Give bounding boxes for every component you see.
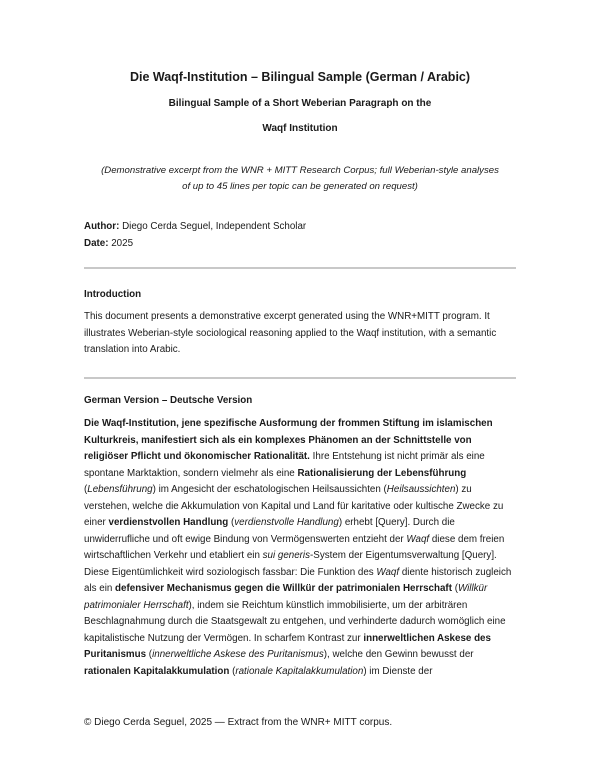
- text-run: (: [146, 649, 153, 660]
- text-run: diese dem freien wirtschaftlichen Verkehr und etabliert ein: [84, 533, 505, 561]
- author-label: Author:: [84, 221, 120, 232]
- text-bold: Rationalisierung der Lebensführung: [297, 467, 467, 479]
- text-run: ) erhebt [Query]. Durch die unwiderrufliche und oft ewige Bindung von Vermögenswerten entzieht der: [84, 517, 455, 545]
- text-italic: Willkür patrimonialer Herrschaft: [84, 583, 488, 611]
- copyright-footer: © Diego Cerda Seguel, 2025 — Extract from the WNR+ MITT corpus.: [84, 717, 393, 728]
- text-italic: Waqf: [406, 533, 430, 545]
- document-subtitle-line2: Waqf Institution: [262, 123, 338, 134]
- text-run: ), indem sie Reichtum künstlich immobilisierte, um der arbiträren Beschlagnahmung durch die Staatsgewalt zu entgehen, und verhinderte dadurch womöglich eine kapitalistische Nutzung der Vermögen. In scharfem Kontrast zur: [84, 599, 506, 644]
- text-run: (: [229, 665, 236, 677]
- text-run: Ihre Entstehung ist nicht primär als eine spontane Marktaktion, sondern vielmehr als eine: [84, 451, 485, 479]
- text-run: ) im Dienste der: [363, 665, 433, 677]
- date-label: Date:: [84, 238, 109, 249]
- german-paragraph: [84, 416, 514, 722]
- author-value: Diego Cerda Seguel, Independent Scholar: [119, 221, 307, 232]
- text-italic: Lebensführung: [87, 484, 153, 495]
- text-italic: innerweltliche Askese des Puritanismus: [152, 649, 324, 660]
- document-subtitle-line1: Bilingual Sample of a Short Weberian Paragraph on the: [168, 98, 432, 109]
- german-version-heading: German Version – Deutsche Version: [84, 395, 253, 406]
- divider: [84, 267, 516, 269]
- text-run: (: [228, 517, 235, 528]
- text-bold: Die Waqf-Institution, jene spezifische Ausformung der frommen Stiftung im islamischen Kulturkreis, manifestiert sich als ein komplexes Phänomen an der Schnittstelle von religiöser Pflicht und ökonomischer Rationalität.: [84, 418, 493, 462]
- date-line: [84, 238, 133, 249]
- text-bold: defensiver Mechanismus gegen die Willkür der patrimonialen Herrschaft: [115, 583, 452, 594]
- text-italic: rationale Kapitalakkumulation: [235, 665, 364, 677]
- text-italic: Heilsaussichten: [386, 484, 456, 495]
- text-italic: Waqf: [376, 566, 400, 578]
- date-value: 2025: [108, 238, 134, 249]
- text-run: -System der Eigentumsverwaltung [Query]. Diese Eigentümlichkeit wird soziologisch fassbar: Die Funktion des: [84, 550, 497, 578]
- text-run: ), welche den Gewinn bewusst der: [323, 649, 474, 660]
- text-italic: verdienstvolle Handlung: [234, 517, 339, 528]
- text-italic: sui generis: [262, 550, 311, 561]
- text-run: diente historisch zugleich als ein: [84, 566, 512, 594]
- excerpt-note: (Demonstrative excerpt from the WNR + MITT Research Corpus; full Weberian-style analyses of up to 45 lines per topic can be generated on request): [101, 165, 499, 192]
- author-line: [84, 221, 306, 232]
- document-title: Die Waqf-Institution – Bilingual Sample (German / Arabic): [129, 70, 471, 84]
- text-run: ) zu verstehen, welche die Akkumulation von Kapital und Land für karitative oder kultische Zwecke zu einer: [84, 484, 504, 528]
- text-run: ) im Angesicht der eschatologischen Heilsaussichten (: [152, 484, 387, 495]
- divider: [84, 377, 516, 379]
- text-run: (: [84, 484, 88, 495]
- text-bold: verdienstvollen Handlung: [108, 517, 229, 528]
- text-bold: innerweltlichen Askese des Puritanismus: [84, 632, 491, 660]
- text-bold: rationalen Kapitalakkumulation: [84, 665, 230, 677]
- text-run: (: [451, 583, 458, 594]
- introduction-heading: Introduction: [84, 289, 142, 300]
- introduction-paragraph: This document presents a demonstrative excerpt generated using the WNR+MITT program. It illustrates Weberian-style sociological reasoning applied to the Waqf institution, with a semantic translation into Arabic.: [84, 311, 497, 355]
